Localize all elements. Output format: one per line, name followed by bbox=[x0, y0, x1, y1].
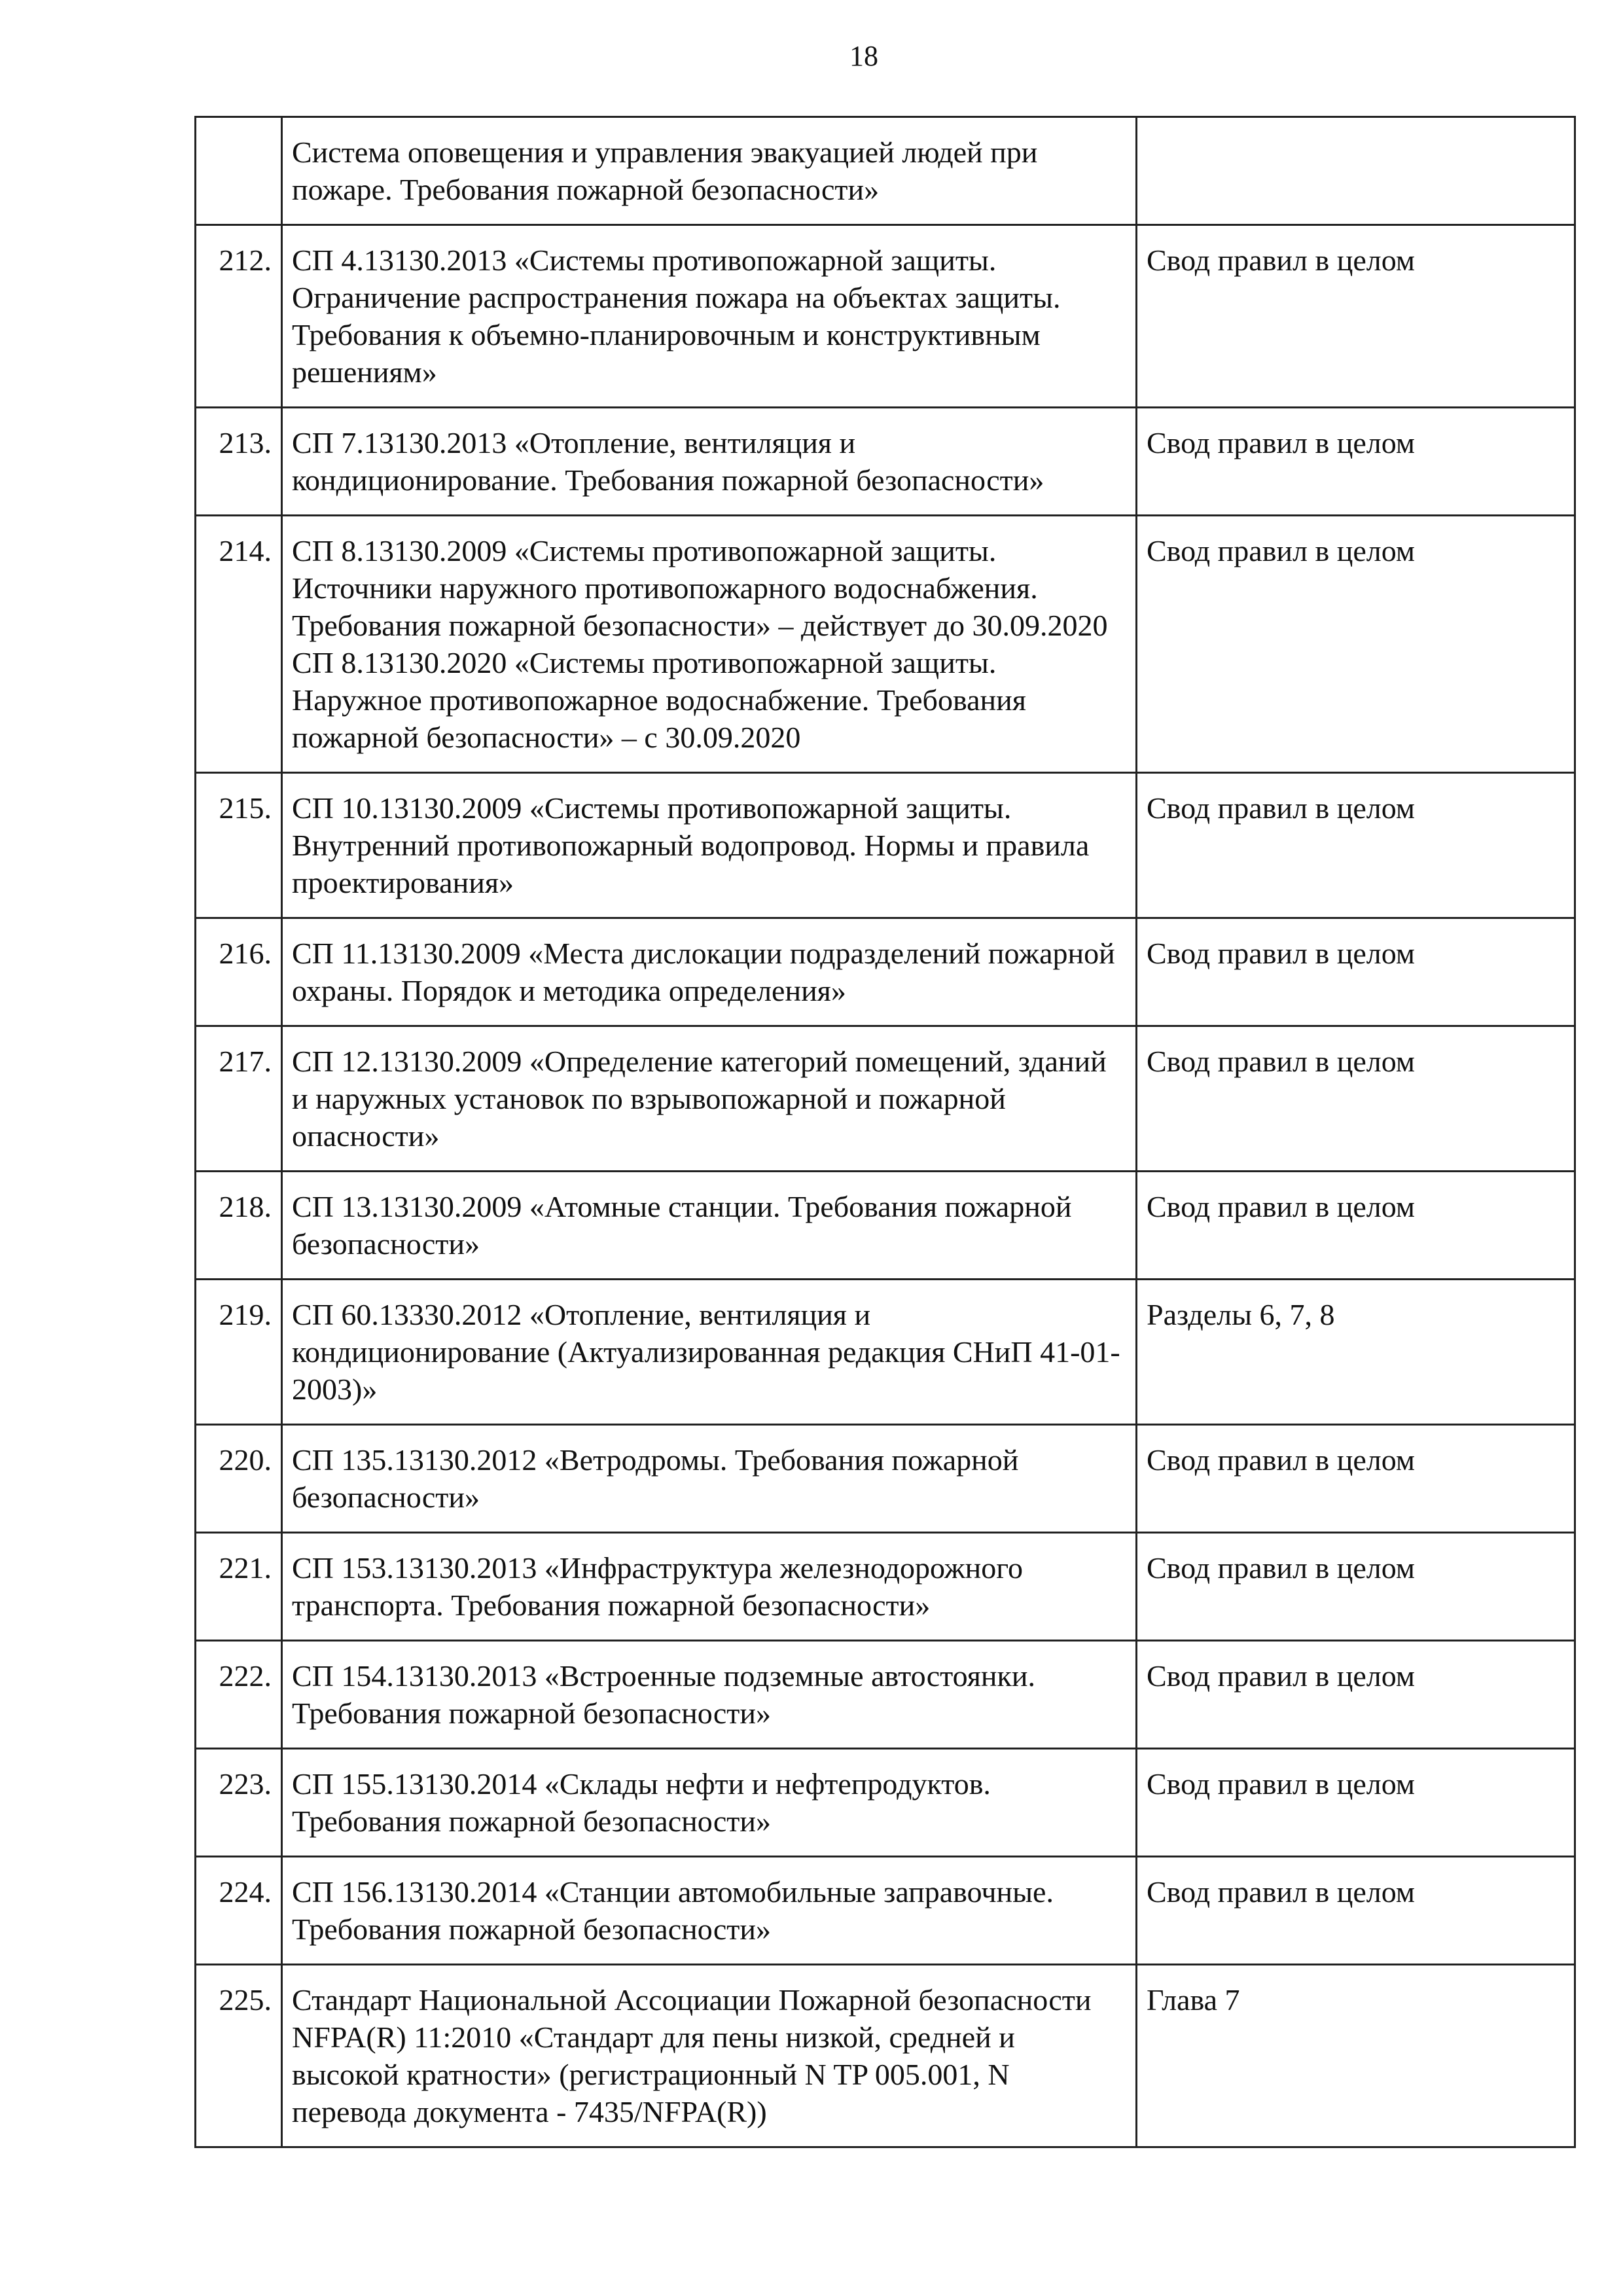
application-scope: Свод правил в целом bbox=[1137, 225, 1575, 408]
document-title: СП 8.13130.2009 «Системы противопожарной защиты. Источники наружного противопожарного водоснабжения. Требования пожарной безопасности» – действует до 30.09.2020 СП 8.13130.2020 «Системы противопожарной защиты. Наружное противопожарное водоснабжение. Требования пожарной безопасности» – с 30.09.2020 bbox=[282, 516, 1137, 773]
document-title: СП 135.13130.2012 «Ветродромы. Требования пожарной безопасности» bbox=[282, 1425, 1137, 1533]
application-scope: Свод правил в целом bbox=[1137, 918, 1575, 1026]
document-title: СП 153.13130.2013 «Инфраструктура железнодорожного транспорта. Требования пожарной безопасности» bbox=[282, 1533, 1137, 1641]
table-row bbox=[196, 1026, 1575, 1172]
row-number bbox=[196, 117, 282, 225]
application-scope: Свод правил в целом bbox=[1137, 1026, 1575, 1172]
application-scope: Свод правил в целом bbox=[1137, 516, 1575, 773]
application-scope: Свод правил в целом bbox=[1137, 1641, 1575, 1749]
document-title: СП 7.13130.2013 «Отопление, вентиляция и кондиционирование. Требования пожарной безопасности» bbox=[282, 408, 1137, 516]
document-title: СП 13.13130.2009 «Атомные станции. Требования пожарной безопасности» bbox=[282, 1172, 1137, 1280]
row-number: 216. bbox=[196, 918, 282, 1026]
row-number: 214. bbox=[196, 516, 282, 773]
standards-table-body bbox=[196, 117, 1575, 2147]
table-row bbox=[196, 1749, 1575, 1857]
table-row bbox=[196, 773, 1575, 918]
document-title: Система оповещения и управления эвакуацией людей при пожаре. Требования пожарной безопасности» bbox=[282, 117, 1137, 225]
document-title: СП 12.13130.2009 «Определение категорий помещений, зданий и наружных установок по взрывопожарной и пожарной опасности» bbox=[282, 1026, 1137, 1172]
application-scope: Глава 7 bbox=[1137, 1965, 1575, 2147]
application-scope bbox=[1137, 117, 1575, 225]
table-row bbox=[196, 1965, 1575, 2147]
table-row bbox=[196, 1641, 1575, 1749]
row-number: 225. bbox=[196, 1965, 282, 2147]
table-row bbox=[196, 1280, 1575, 1425]
row-number: 213. bbox=[196, 408, 282, 516]
row-number: 217. bbox=[196, 1026, 282, 1172]
row-number: 215. bbox=[196, 773, 282, 918]
document-title: СП 60.13330.2012 «Отопление, вентиляция и кондиционирование (Актуализированная редакция СНиП 41-01-2003)» bbox=[282, 1280, 1137, 1425]
document-title: СП 4.13130.2013 «Системы противопожарной защиты. Ограничение распространения пожара на объектах защиты. Требования к объемно-планировочным и конструктивным решениям» bbox=[282, 225, 1137, 408]
standards-table bbox=[194, 116, 1576, 2148]
table-row bbox=[196, 1172, 1575, 1280]
table-row bbox=[196, 117, 1575, 225]
document-title: СП 11.13130.2009 «Места дислокации подразделений пожарной охраны. Порядок и методика определения» bbox=[282, 918, 1137, 1026]
row-number: 221. bbox=[196, 1533, 282, 1641]
row-number: 218. bbox=[196, 1172, 282, 1280]
row-number: 223. bbox=[196, 1749, 282, 1857]
document-title: СП 156.13130.2014 «Станции автомобильные заправочные. Требования пожарной безопасности» bbox=[282, 1857, 1137, 1965]
page-number: 18 bbox=[849, 40, 878, 72]
document-title: СП 155.13130.2014 «Склады нефти и нефтепродуктов. Требования пожарной безопасности» bbox=[282, 1749, 1137, 1857]
row-number: 212. bbox=[196, 225, 282, 408]
table-row bbox=[196, 1533, 1575, 1641]
table-row bbox=[196, 1857, 1575, 1965]
table-row bbox=[196, 516, 1575, 773]
application-scope: Разделы 6, 7, 8 bbox=[1137, 1280, 1575, 1425]
document-title: СП 10.13130.2009 «Системы противопожарной защиты. Внутренний противопожарный водопровод. Нормы и правила проектирования» bbox=[282, 773, 1137, 918]
application-scope: Свод правил в целом bbox=[1137, 1172, 1575, 1280]
table-row bbox=[196, 1425, 1575, 1533]
table-row bbox=[196, 918, 1575, 1026]
row-number: 219. bbox=[196, 1280, 282, 1425]
application-scope: Свод правил в целом bbox=[1137, 1425, 1575, 1533]
row-number: 222. bbox=[196, 1641, 282, 1749]
application-scope: Свод правил в целом bbox=[1137, 1533, 1575, 1641]
application-scope: Свод правил в целом bbox=[1137, 408, 1575, 516]
document-title: Стандарт Национальной Ассоциации Пожарной безопасности NFPA(R) 11:2010 «Стандарт для пены низкой, средней и высокой кратности» (регистрационный N TP 005.001, N перевода документа - 7435/NFPA(R)) bbox=[282, 1965, 1137, 2147]
table-row bbox=[196, 408, 1575, 516]
row-number: 220. bbox=[196, 1425, 282, 1533]
application-scope: Свод правил в целом bbox=[1137, 773, 1575, 918]
application-scope: Свод правил в целом bbox=[1137, 1857, 1575, 1965]
application-scope: Свод правил в целом bbox=[1137, 1749, 1575, 1857]
document-title: СП 154.13130.2013 «Встроенные подземные автостоянки. Требования пожарной безопасности» bbox=[282, 1641, 1137, 1749]
row-number: 224. bbox=[196, 1857, 282, 1965]
table-row bbox=[196, 225, 1575, 408]
